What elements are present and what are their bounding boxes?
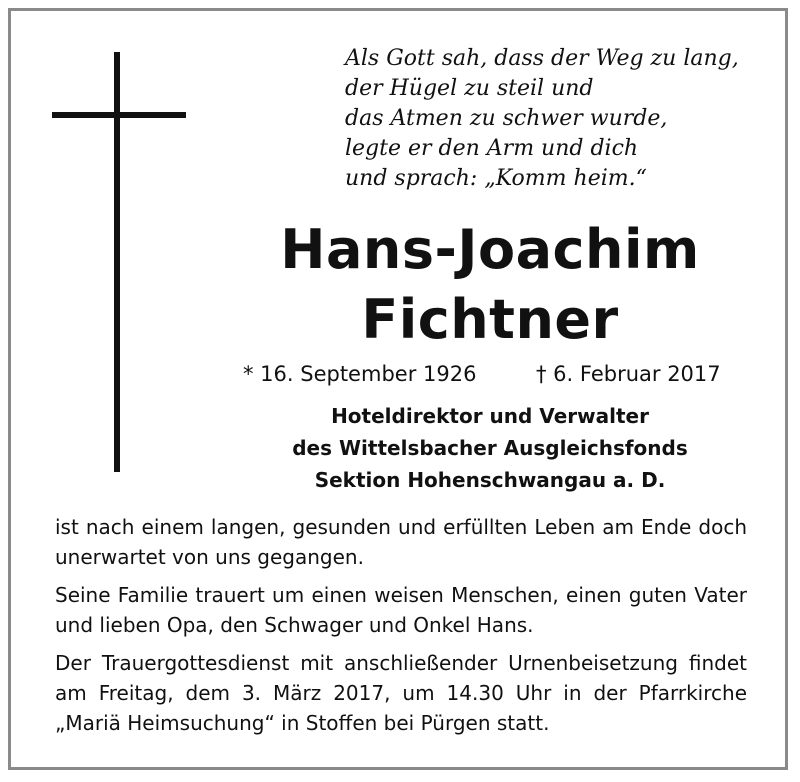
- body-paragraph: Seine Familie trauert um einen weisen Menschen, einen guten Vater und lieben Opa, den Schwager und Onkel Hans.: [55, 583, 747, 637]
- obituary-body: [55, 512, 747, 746]
- poem-line: das Atmen zu schwer wurde,: [345, 106, 668, 131]
- poem: [345, 44, 765, 194]
- body-paragraph: ist nach einem langen, gesunden und erfüllten Leben am Ende doch unerwartet von uns gegangen.: [55, 515, 747, 569]
- deceased-name: [230, 215, 750, 355]
- last-name: Fichtner: [361, 288, 619, 351]
- poem-line: der Hügel zu steil und: [345, 76, 594, 101]
- title-line: Hoteldirektor und Verwalter: [331, 404, 649, 428]
- body-paragraph: Der Trauergottesdienst mit anschließender Urnenbeisetzung findet am Freitag, dem 3. März 2017, um 14.30 Uhr in der Pfarrkirche „Mariä Heimsuchung“ in Stoffen bei Pürgen statt.: [55, 651, 747, 735]
- first-name: Hans-Joachim: [280, 218, 700, 281]
- birth-date: * 16. September 1926: [243, 362, 477, 386]
- cross-icon-horizontal: [52, 112, 186, 118]
- title-line: Sektion Hohenschwangau a. D.: [314, 468, 666, 492]
- poem-line: und sprach: „Komm heim.“: [345, 166, 647, 191]
- title-line: des Wittelsbacher Ausgleichsfonds: [292, 436, 688, 460]
- death-date: † 6. Februar 2017: [536, 362, 721, 386]
- poem-line: Als Gott sah, dass der Weg zu lang,: [345, 46, 739, 71]
- poem-line: legte er den Arm und dich: [345, 136, 639, 161]
- professional-title: [230, 400, 750, 496]
